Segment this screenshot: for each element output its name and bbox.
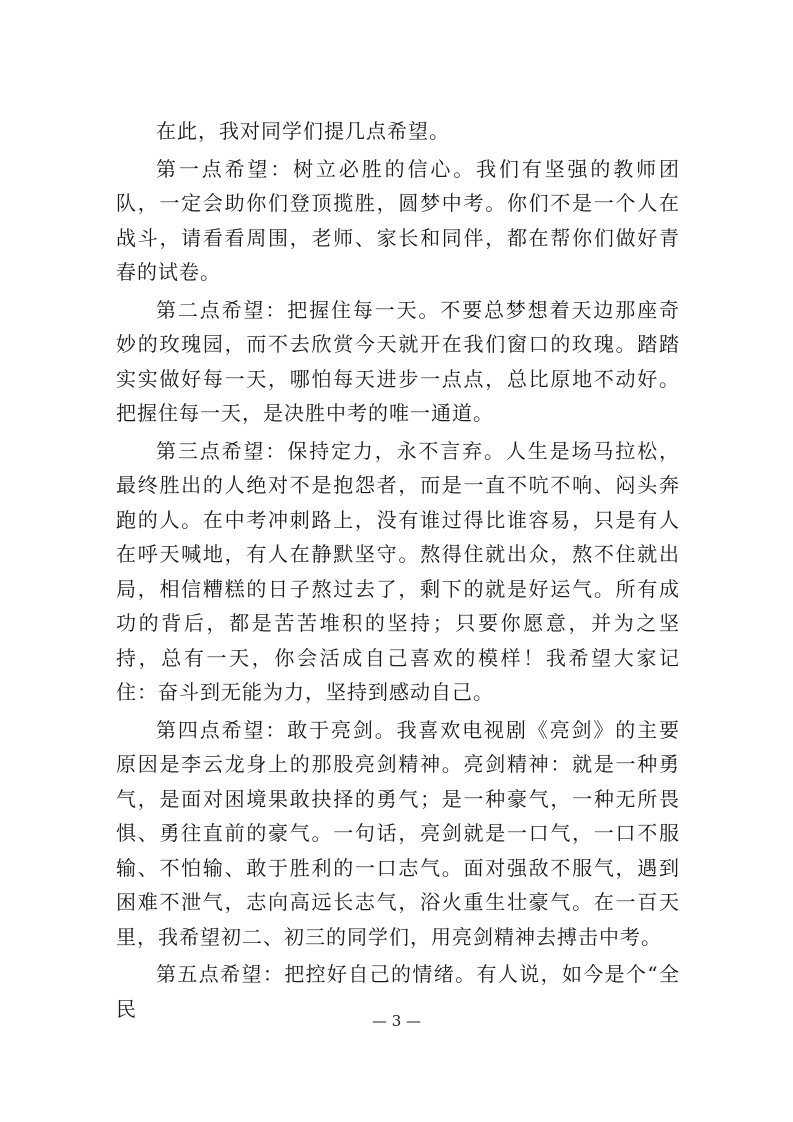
document-body xyxy=(116,114,680,1026)
paragraph-hope-1: 第一点希望：树立必胜的信心。我们有坚强的教师团队，一定会助你们登顶揽胜，圆梦中考。你们不是一个人在战斗，请看看周围，老师、家长和同伴，都在帮你们做好青春的试卷。 xyxy=(116,156,680,284)
page-number: — 3 — xyxy=(371,1012,422,1030)
paragraph-hope-2: 第二点希望：把握住每一天。不要总梦想着天边那座奇妙的玫瑰园，而不去欣赏今天就开在我们窗口的玫瑰。踏踏实实做好每一天，哪怕每天进步一点点，总比原地不动好。把握住每一天，是决胜中考的唯一通道。 xyxy=(116,297,680,425)
paragraph-hope-3: 第三点希望：保持定力，永不言弃。人生是场马拉松，最终胜出的人绝对不是抱怨者，而是一直不吭不响、闷头奔跑的人。在中考冲刺路上，没有谁过得比谁容易，只是有人在呼天喊地，有人在静默坚守。熬得住就出众，熬不住就出局，相信糟糕的日子熬过去了，剩下的就是好运气。所有成功的背后，都是苦苦堆积的坚持；只要你愿意，并为之坚持，总有一天，你会活成自己喜欢的模样！我希望大家记住：奋斗到无能为力，坚持到感动自己。 xyxy=(116,438,680,704)
paragraph-hope-5: 第五点希望：把控好自己的情绪。有人说，如今是个“全民 xyxy=(116,962,680,1021)
paragraph-hope-4: 第四点希望：敢于亮剑。我喜欢电视剧《亮剑》的主要原因是李云龙身上的那股亮剑精神。亮剑精神：就是一种勇气，是面对困境果敢抉择的勇气；是一种豪气，一种无所畏惧、勇往直前的豪气。一句话，亮剑就是一口气，一口不服输、不怕输、敢于胜利的一口志气。面对强敌不服气，遇到困难不泄气，志向高远长志气，浴火重生壮豪气。在一百天里，我希望初二、初三的同学们，用亮剑精神去搏击中考。 xyxy=(116,717,680,949)
paragraph-intro: 在此，我对同学们提几点希望。 xyxy=(156,119,450,143)
